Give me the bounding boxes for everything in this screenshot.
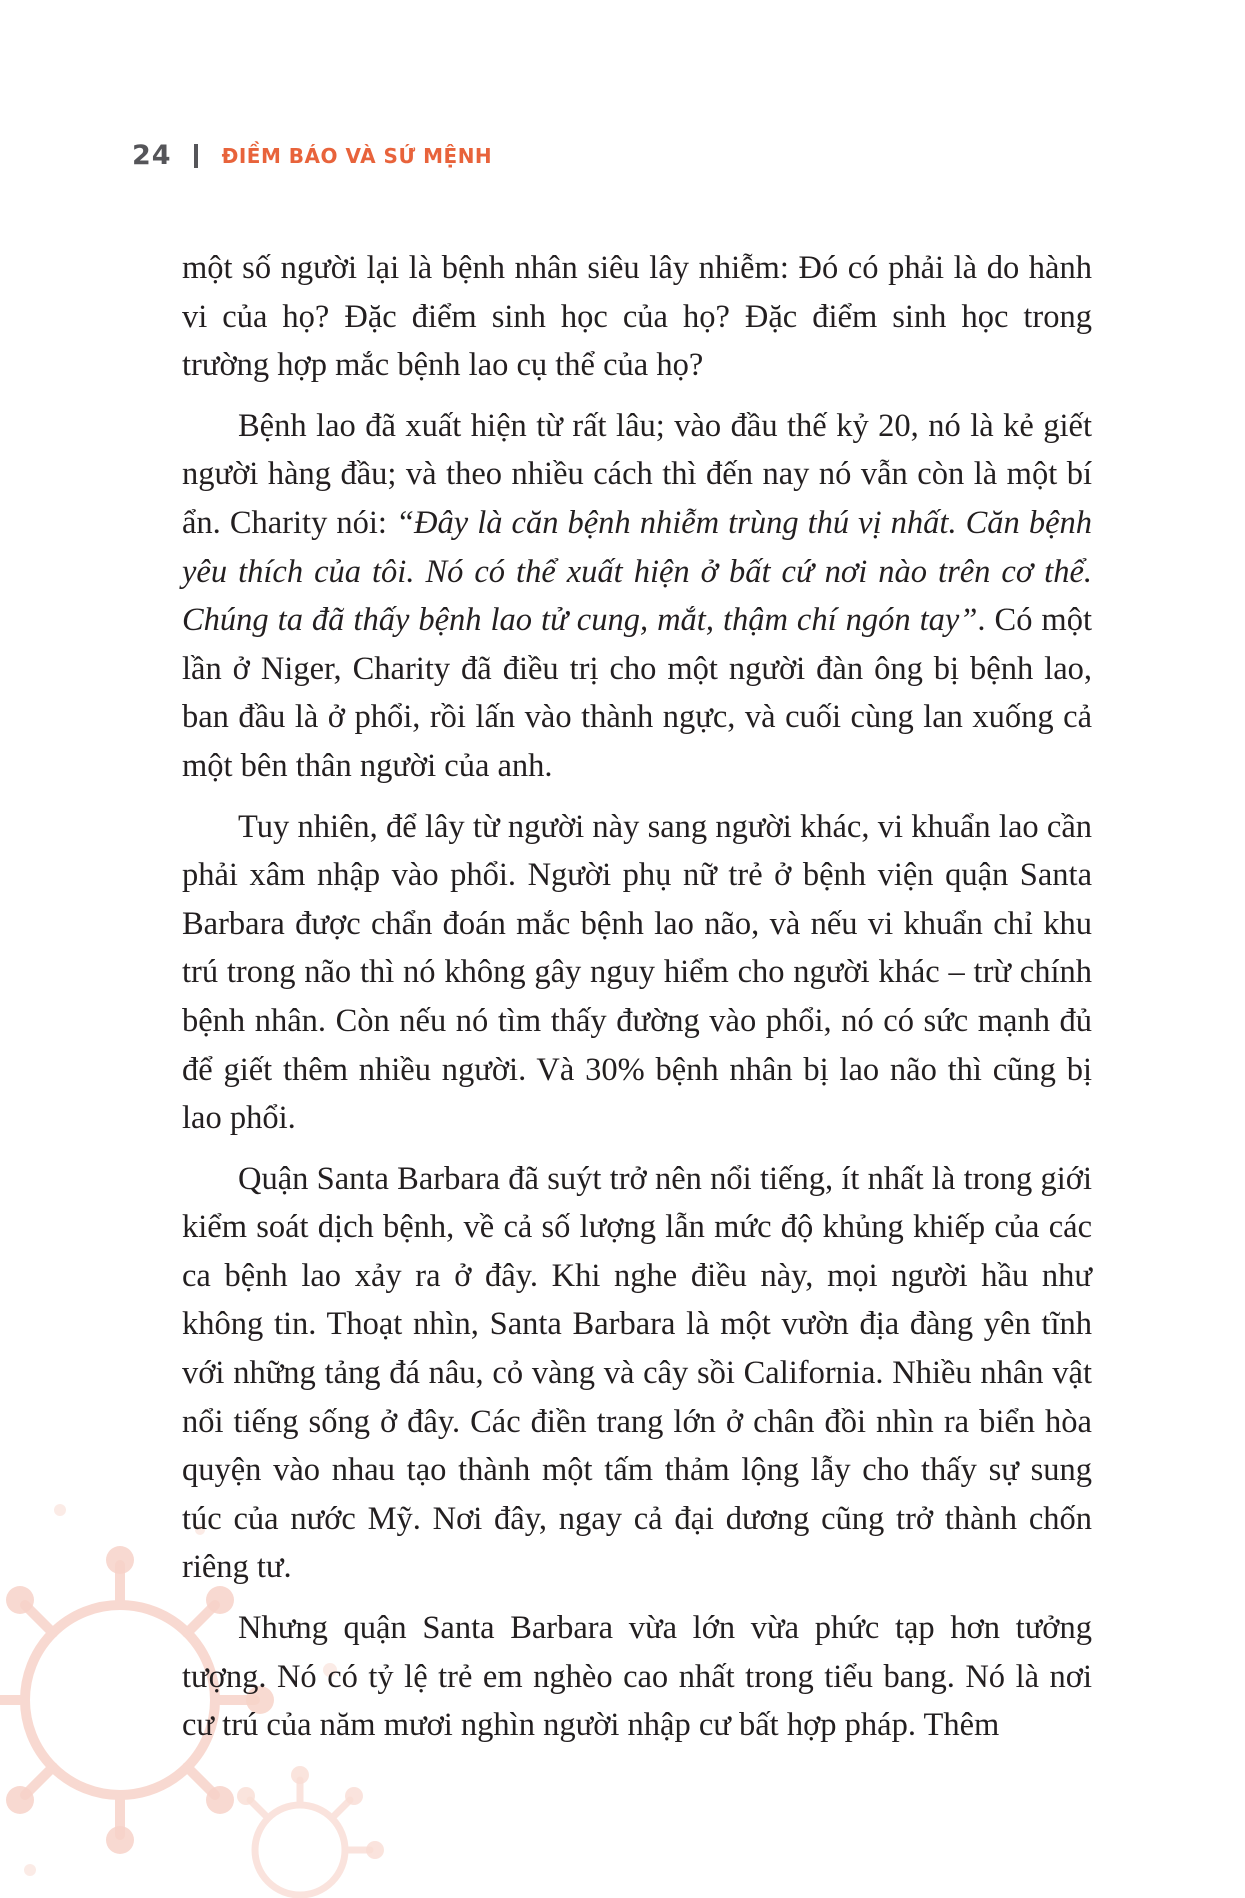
- paragraph-text: . Có một lần ở Niger, Charity đã điều trị cho một người đàn ông bị bệnh lao, ban đầu là ở phổi, rồi lấn vào thành ngực, và cuối cùng lan xuống cả một bên thân người của anh.: [182, 602, 1092, 784]
- quotation: “Đây là căn bệnh nhiễm trùng thú vị nhất. Căn bệnh yêu thích của tôi. Nó có thể xuất hiện ở bất cứ nơi nào trên cơ thể. Chúng ta đã thấy bệnh lao tử cung, mắt, thậm chí ngón tay”: [182, 504, 1092, 639]
- paragraph-text: Nhưng quận Santa Barbara vừa lớn vừa phức tạp hơn tưởng tượng. Nó có tỷ lệ trẻ em nghèo cao nhất trong tiểu bang. Nó là nơi cư trú của năm mươi nghìn người nhập cư bất hợp pháp. Thêm: [182, 1610, 1092, 1744]
- paragraph-text: Quận Santa Barbara đã suýt trở nên nổi tiếng, ít nhất là trong giới kiểm soát dịch bệnh, về cả số lượng lẫn mức độ khủng khiếp của các ca bệnh lao xảy ra ở đây. Khi nghe điều này, mọi người hầu như không tin. Thoạt nhìn, Santa Barbara là một vườn địa đàng yên tĩnh với những tảng đá nâu, cỏ vàng và cây sồi California. Nhiều nhân vật nổi tiếng sống ở đây. Các điền trang lớn ở chân đồi nhìn ra biển hòa quyện vào nhau tạo thành một tấm thảm lộng lẫy cho thấy sự sung túc của nước Mỹ. Nơi đây, ngay cả đại dương cũng trở thành chốn riêng tư.: [182, 1160, 1092, 1586]
- paragraph: [182, 803, 1092, 1143]
- paragraph: [182, 1604, 1092, 1750]
- paragraph-text: Bệnh lao đã xuất hiện từ rất lâu; vào đầu thế kỷ 20, nó là kẻ giết người hàng đầu; và theo nhiều cách thì đến nay nó vẫn còn là một bí ẩn. Charity nói:: [182, 407, 1092, 541]
- running-title: ĐIỀM BÁO VÀ SỨ MỆNH: [221, 143, 493, 168]
- body-text: [182, 244, 1092, 1762]
- paragraph-text: một số người lại là bệnh nhân siêu lây nhiễm: Đó có phải là do hành vi của họ? Đặc điểm sinh học của họ? Đặc điểm sinh học trong trường hợp mắc bệnh lao cụ thể của họ?: [182, 250, 1092, 384]
- header-separator: [194, 144, 198, 168]
- running-header: [132, 140, 492, 171]
- paragraph: [182, 402, 1092, 791]
- paragraph: [182, 1155, 1092, 1592]
- paragraph: [182, 244, 1092, 390]
- page-number: 24: [132, 140, 172, 171]
- paragraph-text: Tuy nhiên, để lây từ người này sang người khác, vi khuẩn lao cần phải xâm nhập vào phổi. Người phụ nữ trẻ ở bệnh viện quận Santa Barbara được chẩn đoán mắc bệnh lao não, và nếu vi khuẩn chỉ khu trú trong não thì nó không gây nguy hiểm cho người khác – trừ chính bệnh nhân. Còn nếu nó tìm thấy đường vào phổi, nó có sức mạnh đủ để giết thêm nhiều người. Và 30% bệnh nhân bị lao não thì cũng bị lao phổi.: [182, 808, 1092, 1137]
